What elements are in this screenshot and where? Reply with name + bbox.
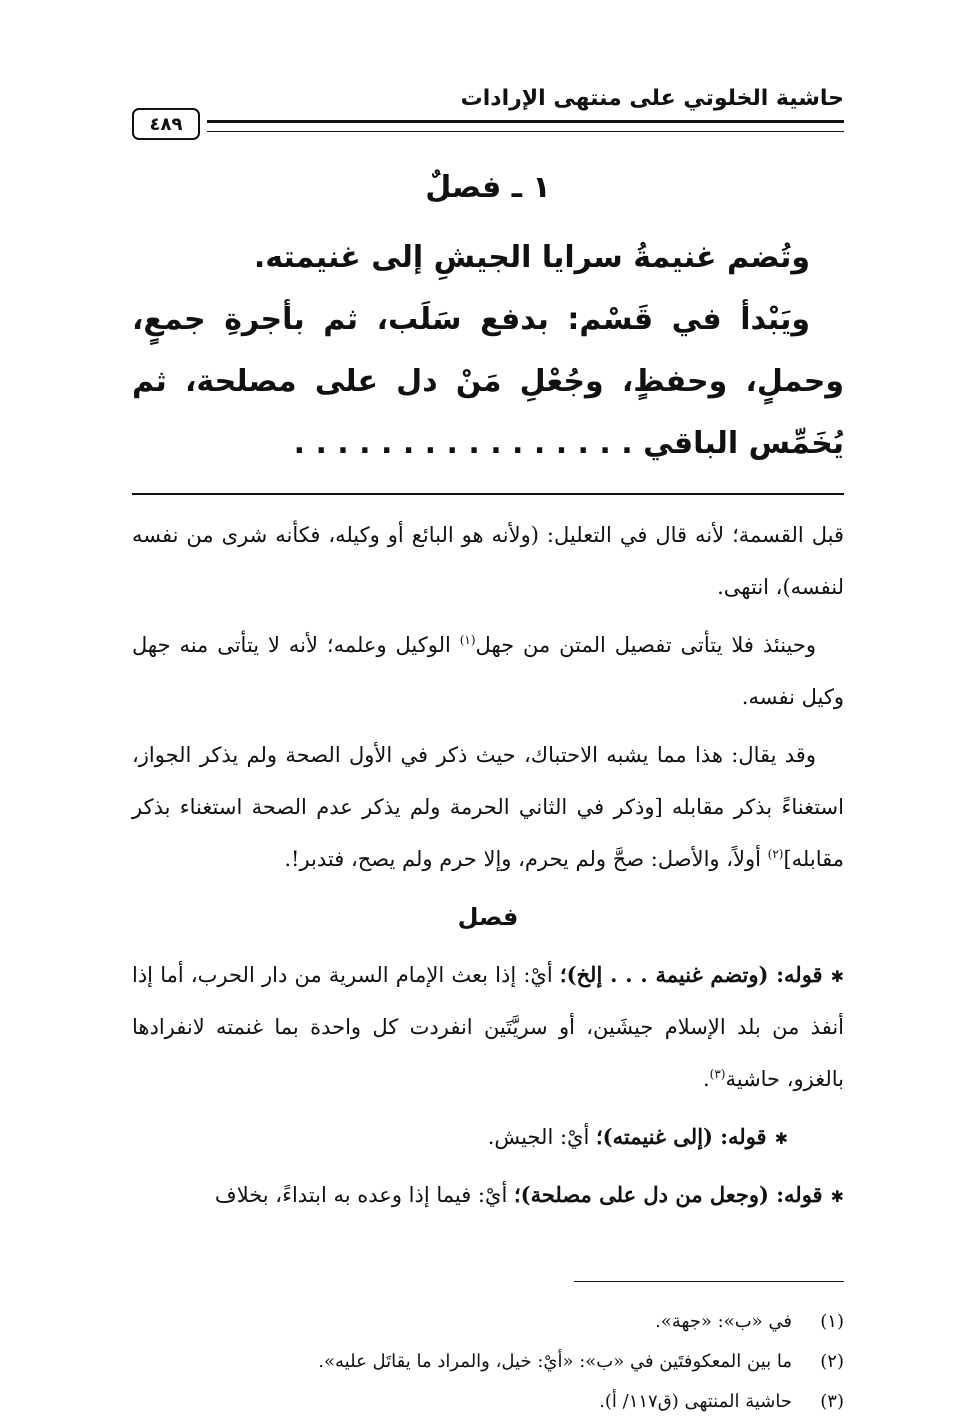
main-text xyxy=(132,227,844,475)
chapter-title: ١ ـ فصلٌ xyxy=(425,170,551,205)
page-number-box: ٤٨٩ xyxy=(132,108,200,140)
footnote-text: حاشية المنتهى (ق١١٧/ أ). xyxy=(599,1391,792,1412)
footnote-item xyxy=(132,1342,844,1382)
footnote-ref: (٢) xyxy=(767,847,784,861)
commentary-text: الوكيل وعلمه؛ لأنه لا يتأتى منه جهل وكيل نفسه. xyxy=(132,633,844,709)
commentary-text: أولاً، والأصل: صحَّ ولم يحرم، وإلا حرم ولم يصح، فتدبر!. xyxy=(284,847,768,871)
main-paragraph-text: ويَبْدأ في قَسْم: بدفع سَلَب، ثم بأجرةِ جمعٍ، وحملٍ، وحفظٍ، وجُعْلِ مَنْ دل على مصلحة، ثم يُخَمِّس الباقي xyxy=(132,302,844,461)
footnote-text: ما بين المعكوفتَين في «ب»: «أيْ: خيل، والمراد ما يقاتَل عليه». xyxy=(318,1351,792,1372)
footnote-item xyxy=(132,1382,844,1422)
main-text-divider xyxy=(132,493,844,495)
section-subheading: فصل xyxy=(457,903,519,931)
commentary xyxy=(132,509,844,1221)
footnote-item xyxy=(132,1302,844,1342)
quoted-phrase: قوله: (وجعل من دل على مصلحة)؛ xyxy=(513,1182,823,1207)
commentary-paragraph xyxy=(132,619,844,723)
star-bullet-icon: ✱ xyxy=(774,1128,788,1148)
ellipsis-dots: . . . . . . . . . . . . . . . . xyxy=(293,426,633,461)
star-bullet-icon: ✱ xyxy=(830,966,844,986)
commentary-text: وحينئذ فلا يتأتى تفصيل المتن من جهل xyxy=(475,633,817,657)
footnotes xyxy=(132,1302,844,1422)
header-double-rule xyxy=(207,120,844,132)
commentary-text: . xyxy=(702,1067,710,1091)
footnote-divider xyxy=(574,1281,844,1282)
footnote-number: (١) xyxy=(820,1311,844,1332)
page-header xyxy=(132,72,844,142)
commentary-quote-paragraph xyxy=(132,1169,844,1221)
main-paragraph: وتُضم غنيمةُ سرايا الجيشِ إلى غنيمته. xyxy=(253,240,810,275)
footnote-number: (٢) xyxy=(820,1351,844,1372)
footnote-ref: (١) xyxy=(459,633,476,647)
commentary-paragraph xyxy=(132,729,844,885)
running-title: حاشية الخلوتي على منتهى الإرادات xyxy=(460,86,844,111)
commentary-text: وقد يقال: هذا مما يشبه الاحتباك، حيث ذكر في الأول الصحة ولم يذكر الجواز، استغناءً بذكر مقابله [وذكر في الثاني الحرمة ولم يذكر عدم الصحة استغناء بذكر مقابله] xyxy=(132,743,844,871)
footnote-number: (٣) xyxy=(820,1391,844,1412)
commentary-paragraph: قبل القسمة؛ لأنه قال في التعليل: (ولأنه هو البائع أو وكيله، فكأنه شرى من نفسه لنفسه)، انتهى. xyxy=(132,523,844,599)
quoted-phrase: قوله: (وتضم غنيمة . . . إلخ)؛ xyxy=(559,962,823,987)
footnote-text: في «ب»: «جهة». xyxy=(655,1311,792,1332)
commentary-quote-paragraph xyxy=(132,1111,844,1163)
commentary-text: أيْ: فيما إذا وعده به ابتداءً، بخلاف xyxy=(214,1183,514,1207)
commentary-text: أيْ: الجيش. xyxy=(487,1125,596,1149)
quoted-phrase: قوله: (إلى غنيمته)؛ xyxy=(595,1124,767,1149)
commentary-text: أيْ: إذا بعث الإمام السرية من دار الحرب، أما إذا أنفذ من بلد الإسلام جيشَين، أو سريَّتَين انفردت كل واحدة بما غنمته لانفرادها بالغزو، حاشية xyxy=(132,963,844,1091)
main-paragraph xyxy=(132,289,844,475)
star-bullet-icon: ✱ xyxy=(830,1186,844,1206)
commentary-quote-paragraph xyxy=(132,949,844,1105)
footnote-ref: (٣) xyxy=(709,1067,726,1081)
